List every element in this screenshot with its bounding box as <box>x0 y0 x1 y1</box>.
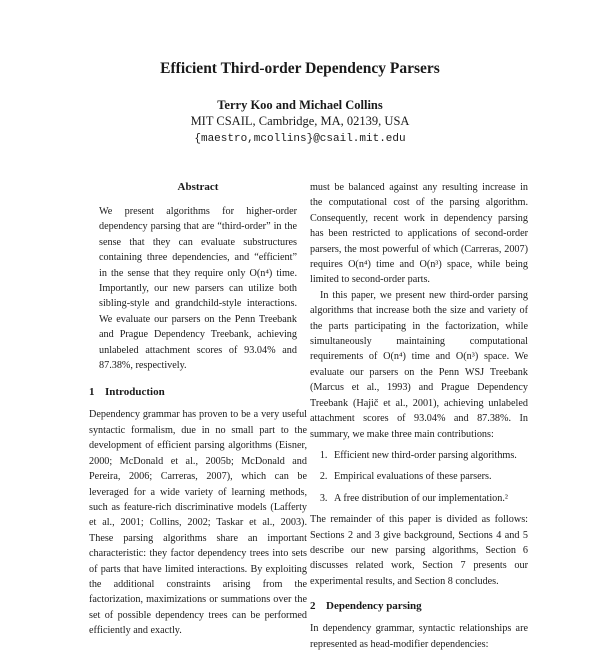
paper-affiliation: MIT CSAIL, Cambridge, MA, 02139, USA <box>190 114 410 128</box>
contributions-list <box>310 448 528 506</box>
list-item: 1. Efficient new third-order parsing algorithms. <box>330 448 528 463</box>
outline-paragraph: The remainder of this paper is divided as follows: Sections 2 and 3 give background, Sections 4 and 5 describe our new parsing algorithms, Section 6 discusses related work, Section 7 presents our experimental results, and Section 8 concludes. <box>310 514 528 587</box>
contribution-intro-paragraph: In this paper, we present new third-order parsing algorithms that increase both the size and variety of the parts participating in the factorization, while simultaneously maintaining computational requirements of O(n⁴) time and O(n³) space. We evaluate our parsers on the Penn WSJ Treebank (Marcus et al., 1993) and Prague Dependency Treebank (Hajič et al., 2001), achieving unlabeled attachment scores of 93.04% and 87.38%. In summary, we make three main contributions: <box>310 289 528 440</box>
abstract-text: We present algorithms for higher-order dependency parsing that are “third-order” in the sense that they can evaluate substructures containing three dependencies, and “efficient” in the sense that they require only O(n⁴) time. Importantly, our new parsers can utilize both sibling-style and grandchild-style interactions. We evaluate our parsers on the Penn Treebank and Prague Dependency Treebank, achieving unlabeled attachment scores of 93.04% and 87.38%, respectively. <box>99 206 297 372</box>
list-item: 3. A free distribution of our implementation.² <box>330 491 528 506</box>
section-1-title: Introduction <box>105 386 165 399</box>
list-item: 2. Empirical evaluations of these parsers. <box>330 469 528 484</box>
section-1-heading <box>89 385 307 400</box>
section-2-number: 2 <box>310 600 316 613</box>
paper-authors: Terry Koo and Michael Collins <box>217 98 383 112</box>
section-1-number: 1 <box>89 386 95 399</box>
left-column <box>89 180 307 639</box>
intro-paragraph: Dependency grammar has proven to be a very useful syntactic formalism, due in no small part to the development of efficient parsing algorithms (Eisner, 2000; McDonald et al., 2005b; McDonald and Pereira, 2006; Carreras, 2007), which can be leveraged for a wide variety of learning methods, such as feature-rich discriminative models (Lafferty et al., 2001; Collins, 2002; Taskar et al., 2003). These parsing algorithms share an important characteristic: they factor dependency trees into sets of parts that have limited interactions. By exploiting the additional constraints arising from the factorization, maximizations or summations over the set of possible dependency trees can be performed efficiently and exactly. <box>89 409 307 637</box>
abstract-heading: Abstract <box>177 181 219 193</box>
section-2-heading <box>310 599 528 614</box>
right-column <box>310 180 528 652</box>
section-2-paragraph: In dependency grammar, syntactic relationships are represented as head-modifier dependencies: <box>310 623 528 650</box>
paper-title: Efficient Third-order Dependency Parsers <box>160 60 440 77</box>
continued-paragraph: must be balanced against any resulting increase in the computational cost of the parsing algorithm. Consequently, recent work in dependency parsing has been restricted to applications of second-order parsers, the most powerful of which (Carreras, 2007) requires O(n⁴) time and O(n³) space, while being limited to second-order parts. <box>310 182 528 286</box>
paper-email <box>0 130 600 145</box>
section-2-title: Dependency parsing <box>326 600 422 613</box>
email-address: {maestro,mcollins}@csail.mit.edu <box>194 133 406 145</box>
